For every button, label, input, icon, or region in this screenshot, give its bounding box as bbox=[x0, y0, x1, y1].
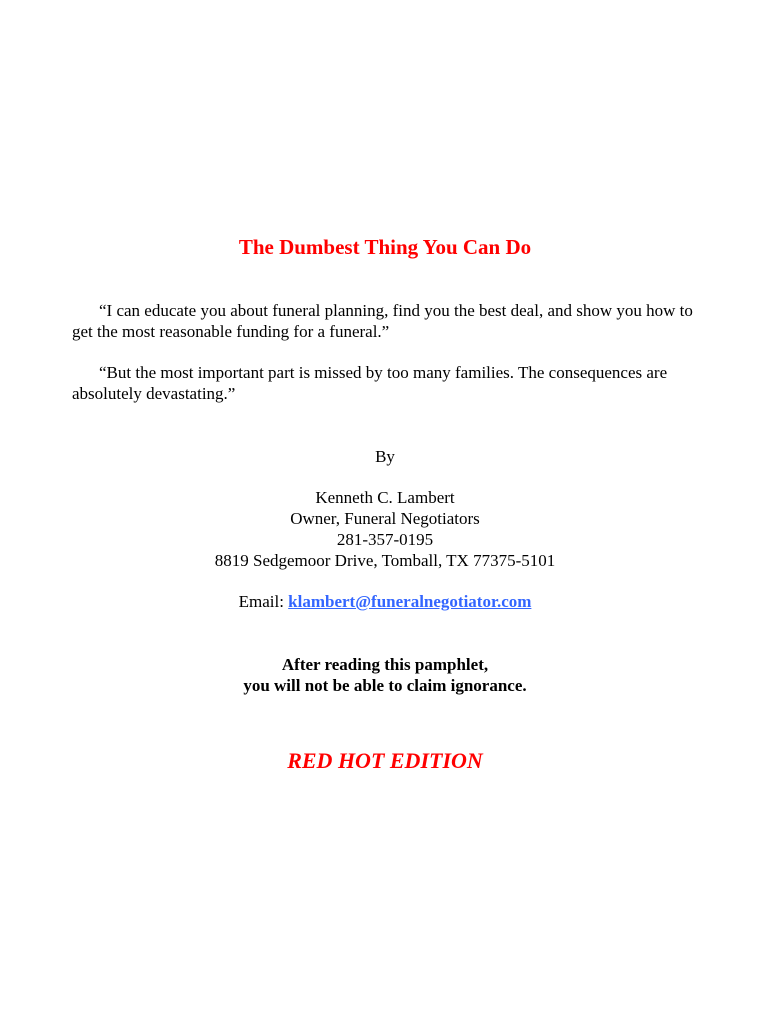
quote-paragraph-1: “I can educate you about funeral planning, find you the best deal, and show you how to get the most reasonable funding for a funeral.” bbox=[72, 301, 693, 341]
email-line bbox=[0, 591, 770, 612]
document-title: The Dumbest Thing You Can Do bbox=[238, 235, 532, 259]
author-phone: 281-357-0195 bbox=[336, 530, 434, 549]
email-label: Email: bbox=[238, 592, 284, 611]
quote-paragraph-2: “But the most important part is missed by too many families. The consequences are absolutely devastating.” bbox=[72, 363, 668, 403]
byline: By bbox=[375, 447, 395, 466]
author-address: 8819 Sedgemoor Drive, Tomball, TX 77375-5101 bbox=[214, 551, 556, 570]
edition-label: RED HOT EDITION bbox=[287, 748, 483, 773]
notice-line-1: After reading this pamphlet, bbox=[281, 655, 489, 674]
email-link[interactable]: klambert@funeralnegotiator.com bbox=[288, 592, 532, 611]
author-name: Kenneth C. Lambert bbox=[315, 488, 455, 507]
notice-line-2: you will not be able to claim ignorance. bbox=[243, 676, 527, 695]
author-role: Owner, Funeral Negotiators bbox=[290, 509, 480, 528]
